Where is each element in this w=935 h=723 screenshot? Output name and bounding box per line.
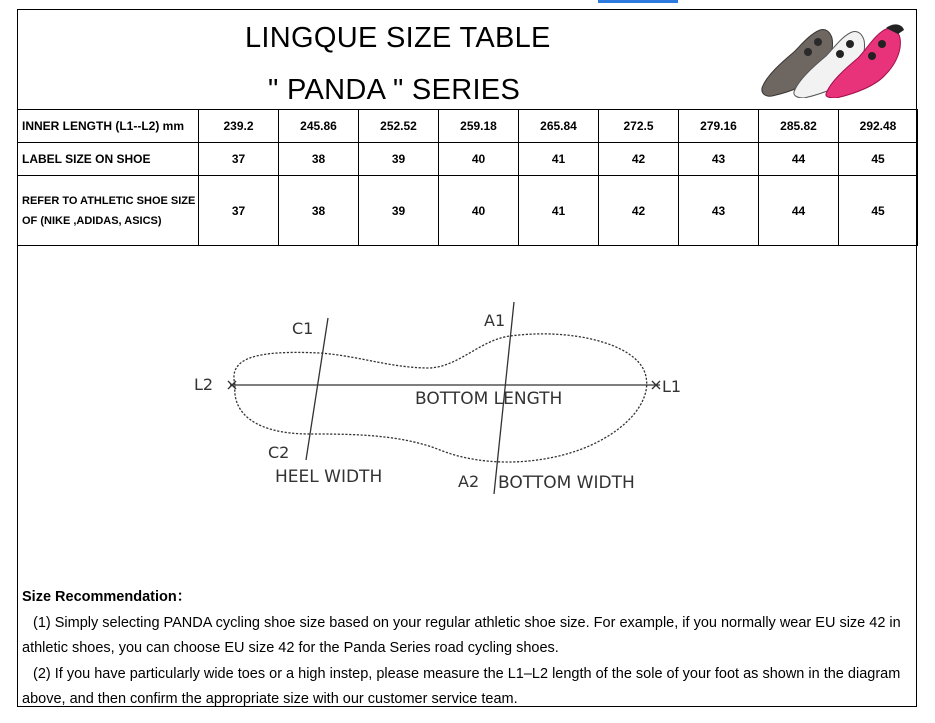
table-cell: 37 (199, 176, 279, 246)
size-recommendation (22, 585, 912, 713)
table-cell: 38 (279, 143, 359, 176)
table-row-inner-length (18, 110, 918, 143)
table-cell: 45 (839, 143, 918, 176)
row-label-line1: REFER TO ATHLETIC SHOE SIZE (22, 194, 196, 207)
table-cell: 41 (519, 143, 599, 176)
row-label: INNER LENGTH (L1--L2) mm (18, 110, 199, 143)
row-label (18, 176, 199, 246)
table-row-athletic-size (18, 176, 918, 246)
table-cell: 37 (199, 143, 279, 176)
table-cell: 43 (679, 176, 759, 246)
table-cell: 245.86 (279, 110, 359, 143)
label-c2: C2 (268, 443, 290, 462)
table-cell: 45 (839, 176, 918, 246)
sole-diagram (180, 298, 700, 508)
table-cell: 285.82 (759, 110, 839, 143)
label-heel-width: HEEL WIDTH (275, 467, 383, 487)
table-cell: 43 (679, 143, 759, 176)
label-a2: A2 (458, 472, 480, 491)
label-a1: A1 (484, 311, 506, 330)
table-cell: 39 (359, 176, 439, 246)
table-cell: 239.2 (199, 110, 279, 143)
table-cell: 40 (439, 176, 519, 246)
table-cell: 41 (519, 176, 599, 246)
table-cell: 42 (599, 143, 679, 176)
chart-title: LINGQUE SIZE TABLE (245, 22, 551, 54)
series-title: " PANDA " SERIES (268, 74, 521, 106)
label-bottom-width: BOTTOM WIDTH (498, 473, 635, 493)
table-cell: 44 (759, 176, 839, 246)
table-cell: 292.48 (839, 110, 918, 143)
size-table (17, 109, 918, 246)
table-cell: 39 (359, 143, 439, 176)
browser-accent-bar (598, 0, 678, 3)
label-bottom-length: BOTTOM LENGTH (415, 389, 563, 409)
shoes-photo (760, 18, 910, 98)
row-label-line2: OF (NIKE ,ADIDAS, ASICS) (22, 214, 162, 227)
table-cell: 44 (759, 143, 839, 176)
table-cell: 272.5 (599, 110, 679, 143)
recommendation-item-2: (2) If you have particularly wide toes or a high instep, please measure the L1–L2 length of the sole of your foot as shown in the diagram above, and then confirm the appropriate size with our customer service team. (22, 665, 901, 707)
table-row-label-size (18, 143, 918, 176)
table-cell: 38 (279, 176, 359, 246)
row-label: LABEL SIZE ON SHOE (18, 143, 199, 176)
label-l1: L1 (662, 377, 682, 396)
table-cell: 279.16 (679, 110, 759, 143)
recommendation-item-1: (1) Simply selecting PANDA cycling shoe size based on your regular athletic shoe size. For example, if you normally wear EU size 42 in athletic shoes, you can choose EU size 42 for the Panda Series road cycling shoes. (22, 614, 901, 656)
table-cell: 265.84 (519, 110, 599, 143)
label-c1: C1 (292, 319, 314, 338)
label-l2: L2 (194, 375, 214, 394)
table-cell: 40 (439, 143, 519, 176)
table-cell: 259.18 (439, 110, 519, 143)
table-cell: 42 (599, 176, 679, 246)
recommendation-title: Size Recommendation： (22, 589, 192, 605)
table-cell: 252.52 (359, 110, 439, 143)
